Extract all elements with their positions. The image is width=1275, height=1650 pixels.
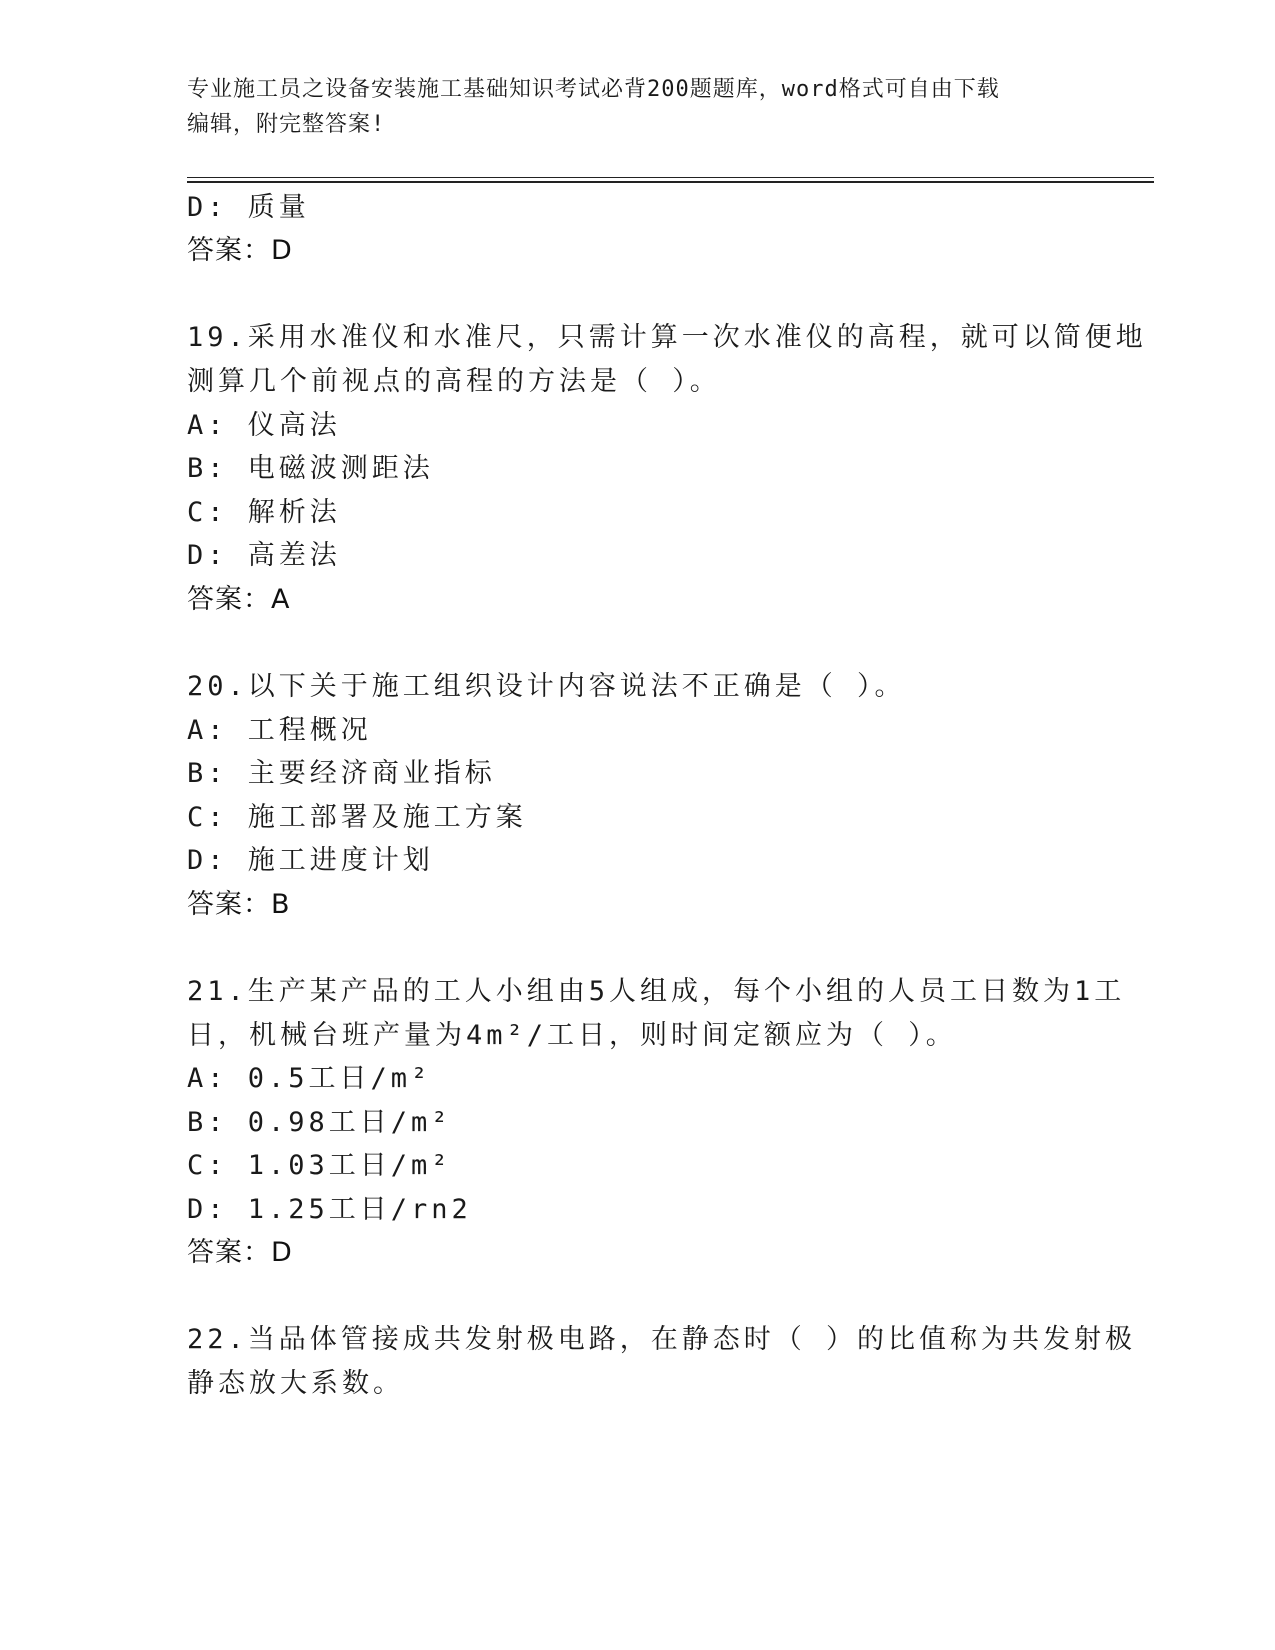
q20-answer: 答案：B bbox=[187, 889, 291, 920]
q19-stem-line-2: 测算几个前视点的高程的方法是（ ）。 bbox=[187, 366, 721, 397]
q21-option-a: A: 0.5工日/m² bbox=[187, 1063, 432, 1094]
q21-option-d: D: 1.25工日/rn2 bbox=[187, 1194, 472, 1225]
q20-option-c: C: 施工部署及施工方案 bbox=[187, 802, 527, 833]
q19-answer: 答案：A bbox=[187, 584, 291, 615]
prev-option-d: D: 质量 bbox=[187, 192, 310, 223]
q20-option-a: A: 工程概况 bbox=[187, 715, 372, 746]
q21-option-c: C: 1.03工日/m² bbox=[187, 1150, 452, 1181]
q20-stem-line-1: 20.以下关于施工组织设计内容说法不正确是（ ）。 bbox=[187, 671, 906, 702]
q19-option-a: A: 仪高法 bbox=[187, 410, 341, 441]
q19-option-c: C: 解析法 bbox=[187, 497, 341, 528]
header-rule-top bbox=[187, 177, 1154, 178]
header-rule-bottom bbox=[187, 181, 1154, 183]
q22-stem-line-1: 22.当品体管接成共发射极电路，在静态时（ ）的比值称为共发射极 bbox=[187, 1324, 1137, 1355]
q21-stem-line-2: 日，机械台班产量为4m²/工日，则时间定额应为（ ）。 bbox=[187, 1020, 957, 1051]
prev-answer: 答案：D bbox=[187, 235, 293, 266]
q21-stem-line-1: 21.生产某产品的工人小组由5人组成，每个小组的人员工日数为1工 bbox=[187, 976, 1126, 1007]
q20-option-b: B: 主要经济商业指标 bbox=[187, 758, 496, 789]
header-line-1: 专业施工员之设备安装施工基础知识考试必背200题题库，word格式可自由下载 bbox=[187, 77, 1000, 102]
q21-answer: 答案：D bbox=[187, 1237, 293, 1268]
q20-option-d: D: 施工进度计划 bbox=[187, 845, 434, 876]
header-line-2: 编辑，附完整答案! bbox=[187, 112, 386, 137]
document-header bbox=[187, 72, 1087, 142]
q19-option-d: D: 高差法 bbox=[187, 540, 341, 571]
q21-option-b: B: 0.98工日/m² bbox=[187, 1107, 452, 1138]
q19-option-b: B: 电磁波测距法 bbox=[187, 453, 434, 484]
q22-stem-line-2: 静态放大系数。 bbox=[187, 1368, 404, 1399]
q19-stem-line-1: 19.采用水准仪和水准尺，只需计算一次水准仪的高程，就可以简便地 bbox=[187, 322, 1147, 353]
